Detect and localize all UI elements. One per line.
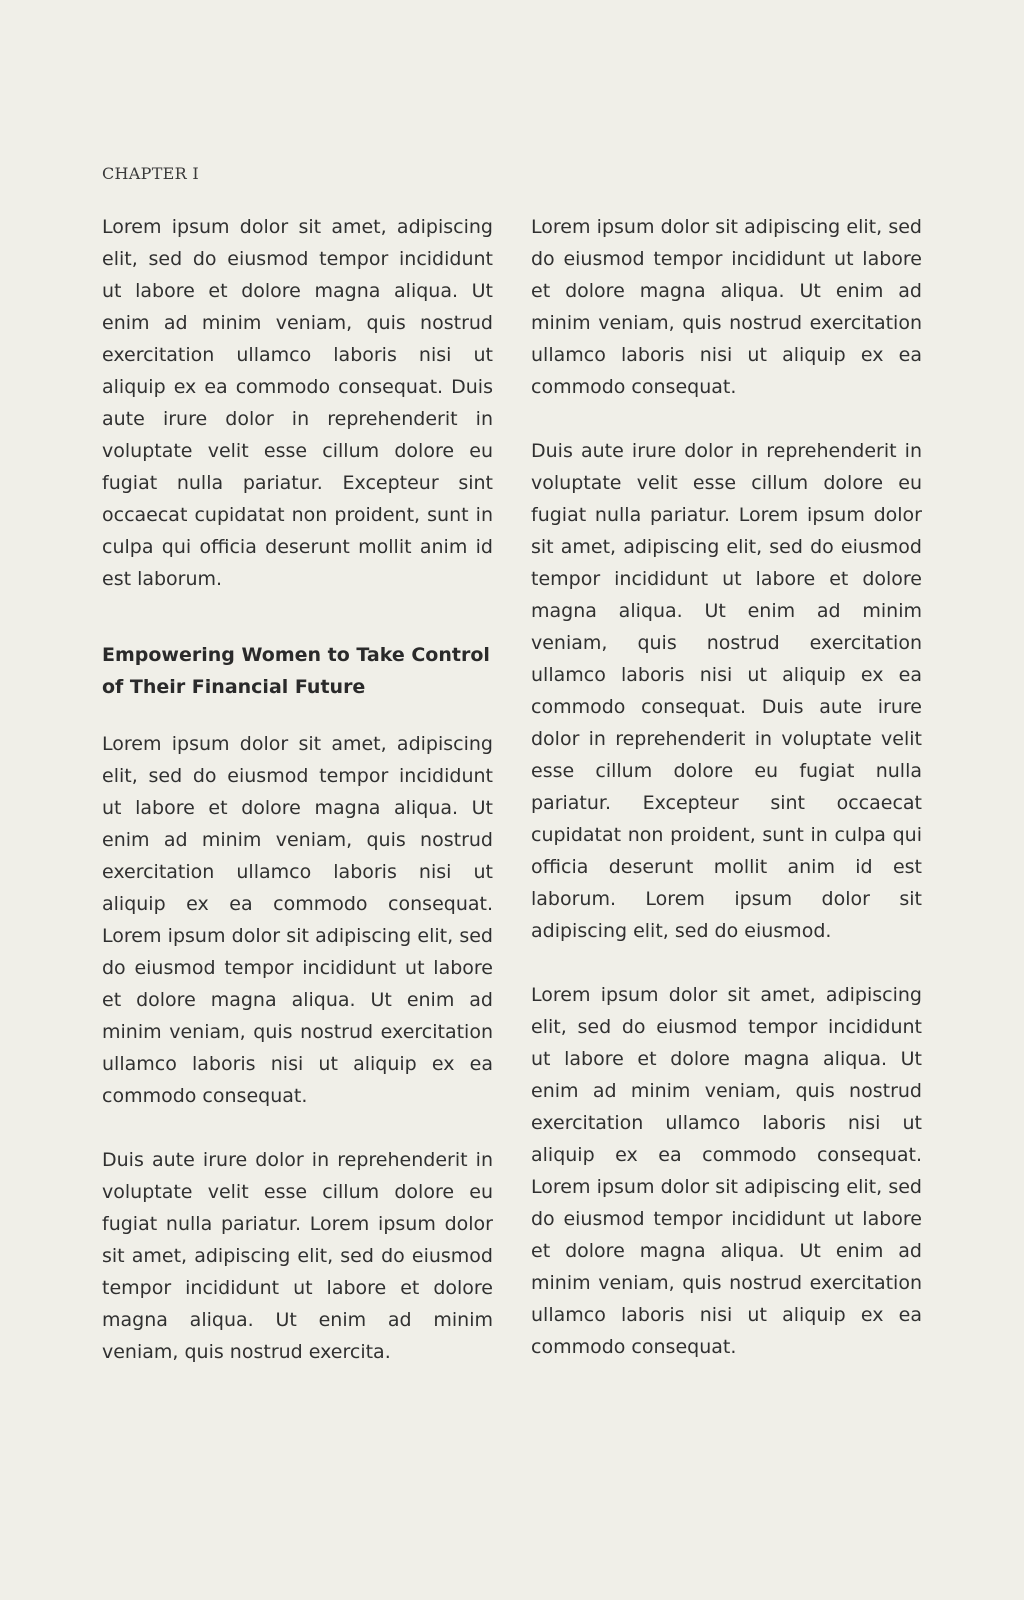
section-heading: Empowering Women to Take Control of Their Financial Future [102, 644, 490, 698]
left-column [102, 211, 493, 1400]
chapter-label: CHAPTER I [102, 164, 200, 183]
right-paragraph-2: Duis aute irure dolor in reprehenderit in voluptate velit esse cillum dolore eu fugiat nulla pariatur. Lorem ipsum dolor sit amet, adipiscing elit, sed do eiusmod tempor incididunt ut labore et dolore magna aliqua. Ut enim ad minim veniam, quis nostrud exercitation ullamco laboris nisi ut aliquip ex ea commodo consequat. Duis aute irure dolor in reprehenderit in voluptate velit esse cillum dolore eu fugiat nulla pariatur. Excepteur sint occaecat cupidatat non proident, sunt in culpa qui officia deserunt mollit anim id est laborum. Lorem ipsum dolor sit adipiscing elit, sed do eiusmod. [531, 440, 922, 942]
text-columns [102, 211, 922, 1400]
right-column [531, 211, 922, 1400]
left-paragraph-2: Lorem ipsum dolor sit amet, adipiscing elit, sed do eiusmod tempor incididunt ut labore et dolore magna aliqua. Ut enim ad minim veniam, quis nostrud exercitation ullamco laboris nisi ut aliquip ex ea commodo consequat. Lorem ipsum dolor sit adipiscing elit, sed do eiusmod tempor incididunt ut labore et dolore magna aliqua. Ut enim ad minim veniam, quis nostrud exercitation ullamco laboris nisi ut aliquip ex ea commodo consequat. [102, 733, 493, 1107]
right-paragraph-1: Lorem ipsum dolor sit adipiscing elit, sed do eiusmod tempor incididunt ut labore et dolore magna aliqua. Ut enim ad minim veniam, quis nostrud exercitation ullamco laboris nisi ut aliquip ex ea commodo consequat. [531, 216, 922, 398]
left-paragraph-1: Lorem ipsum dolor sit amet, adipiscing elit, sed do eiusmod tempor incididunt ut labore et dolore magna aliqua. Ut enim ad minim veniam, quis nostrud exercitation ullamco laboris nisi ut aliquip ex ea commodo consequat. Duis aute irure dolor in reprehenderit in voluptate velit esse cillum dolore eu fugiat nulla pariatur. Excepteur sint occaecat cupidatat non proident, sunt in culpa qui officia deserunt mollit anim id est laborum. [102, 216, 493, 590]
right-paragraph-3: Lorem ipsum dolor sit amet, adipiscing elit, sed do eiusmod tempor incididunt ut labore et dolore magna aliqua. Ut enim ad minim veniam, quis nostrud exercitation ullamco laboris nisi ut aliquip ex ea commodo consequat. Lorem ipsum dolor sit adipiscing elit, sed do eiusmod tempor incididunt ut labore et dolore magna aliqua. Ut enim ad minim veniam, quis nostrud exercitation ullamco laboris nisi ut aliquip ex ea commodo consequat. [531, 984, 922, 1358]
left-paragraph-3: Duis aute irure dolor in reprehenderit in voluptate velit esse cillum dolore eu fugiat nulla pariatur. Lorem ipsum dolor sit amet, adipiscing elit, sed do eiusmod tempor incididunt ut labore et dolore magna aliqua. Ut enim ad minim veniam, quis nostrud exercita. [102, 1149, 493, 1363]
